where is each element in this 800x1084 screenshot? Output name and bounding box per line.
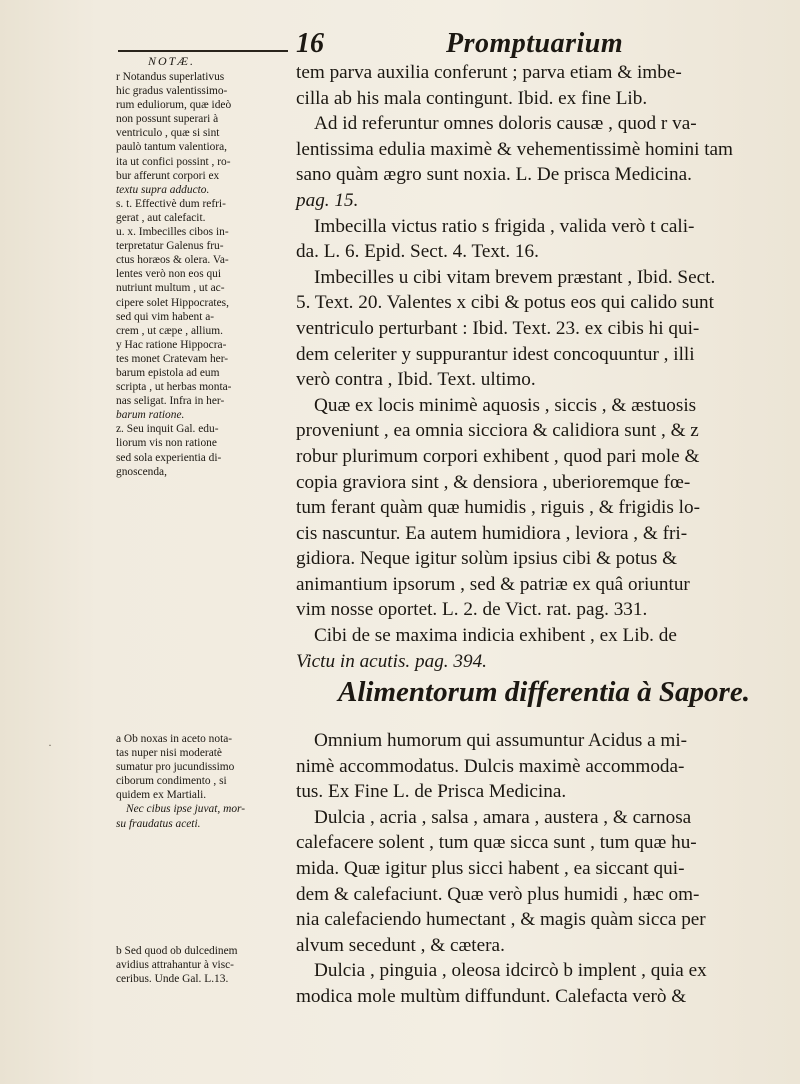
text-line: vim nosse oportet. L. 2. de Vict. rat. pag. 331. — [296, 599, 648, 621]
marginal-notes-top — [116, 70, 292, 479]
note-line: tas nuper nisi moderatè — [116, 747, 222, 760]
note-line: gnoscenda, — [116, 465, 167, 478]
text-line: Victu in acutis. pag. 394. — [296, 650, 487, 672]
text-line: Imbecilla victus ratio s frigida , valida verò t cali- — [314, 215, 695, 237]
note-line: z. Seu inquit Gal. edu- — [116, 423, 219, 436]
note-line: ctus horæos & olera. Va- — [116, 254, 229, 267]
margin-mark: · — [48, 738, 52, 752]
note-line: nutriunt multum , ut ac- — [116, 282, 225, 295]
note-line: sumatur pro jucundissimo — [116, 761, 235, 774]
text-line: copia graviora sint , & densiora , uberioremque fœ- — [296, 471, 691, 493]
note-line: bur afferunt corpori ex — [116, 169, 220, 182]
note-line: liorum vis non ratione — [116, 437, 217, 450]
note-line: paulò tantum valentiora, — [116, 141, 228, 154]
note-line: gerat , aut calefacit. — [116, 211, 206, 224]
note-line: r Notandus superlativus — [116, 71, 225, 83]
note-line: y Hac ratione Hippocra- — [116, 338, 227, 351]
note-line: scripta , ut herbas monta- — [116, 381, 232, 394]
note-line: lentes verò non eos qui — [116, 268, 222, 281]
note-line: su fraudatus aceti. — [116, 817, 201, 830]
text-line: mida. Quæ igitur plus sicci habent , ea siccant qui- — [296, 857, 685, 879]
note-line: barum ratione. — [116, 409, 185, 422]
text-line: robur plurimum corpori exhibent , quod pari mole & — [296, 445, 700, 467]
note-line: crem , ut cæpe , allium. — [116, 324, 223, 337]
text-line: gidiora. Neque igitur solùm ipsius cibi & potus & — [296, 548, 678, 570]
note-line: quidem ex Martiali. — [116, 789, 207, 802]
text-line: Dulcia , acria , salsa , amara , austera , & carnosa — [314, 806, 692, 828]
note-line: ventriculo , quæ si sint — [116, 127, 220, 140]
note-line: nas seligat. Infra in her- — [116, 395, 225, 408]
note-line: sed qui vim habent a- — [116, 310, 215, 323]
note-line: cipere solet Hippocrates, — [116, 296, 229, 309]
text-line: Dulcia , pinguia , oleosa idcircò b implent , quia ex — [314, 960, 707, 982]
note-line: ciborum condimento , si — [116, 775, 227, 788]
text-line: lentissima edulia maximè & vehementissimè homini tam — [296, 138, 733, 160]
page-number: 16 — [296, 28, 324, 59]
text-line: da. L. 6. Epid. Sect. 4. Text. 16. — [296, 241, 539, 263]
text-line: Imbecilles u cibi vitam brevem præstant , Ibid. Sect. — [314, 266, 716, 288]
main-text-bottom — [296, 728, 770, 1010]
text-line: alvum secedunt , & cætera. — [296, 934, 505, 956]
note-line: Nec cibus ipse juvat, mor- — [126, 803, 246, 816]
note-line: ita ut confici possint , ro- — [116, 155, 231, 168]
text-line: tum ferant quàm quæ humidis , riguis , & frigidis lo- — [296, 497, 700, 519]
note-line: avidius attrahantur à visc- — [116, 959, 234, 972]
main-text-top — [296, 60, 770, 674]
note-line: tes monet Cratevam her- — [116, 352, 229, 365]
note-line: u. x. Imbecilles cibos in- — [116, 226, 229, 239]
text-line: calefacere solent , tum quæ sicca sunt , tum quæ hu- — [296, 832, 697, 854]
text-line: modica mole multùm diffundunt. Calefacta verò & — [296, 985, 687, 1007]
text-line: ventriculo perturbant : Ibid. Text. 23. ex cibis hi qui- — [296, 317, 700, 339]
text-line: cis nascuntur. Ea autem humidiora , leviora , & fri- — [296, 522, 688, 544]
marginal-notes-middle — [116, 732, 292, 831]
section-heading: Alimentorum differentia à Sapore. — [338, 676, 750, 708]
text-line: tus. Ex Fine L. de Prisca Medicina. — [296, 781, 567, 803]
text-line: proveniunt , ea omnia sicciora & calidiora sunt , & z — [296, 420, 699, 442]
note-line: non possunt superari à — [116, 113, 219, 126]
notes-heading: NOTÆ. — [148, 54, 196, 68]
note-line: barum epistola ad eum — [116, 366, 220, 379]
text-line: dem & calefaciunt. Quæ verò plus humidi , hæc om- — [296, 883, 700, 905]
note-line: sed sola experientia di- — [116, 451, 222, 464]
note-line: textu supra adducto. — [116, 183, 210, 196]
text-line: nia calefaciendo humectant , & magis quàm sicca per — [296, 909, 706, 931]
text-line: Cibi de se maxima indicia exhibent , ex Lib. de — [314, 625, 677, 647]
text-line: nimè accommodatus. Dulcis maximè accommoda- — [296, 755, 685, 777]
text-line: cilla ab his mala contingunt. Ibid. ex fine Lib. — [296, 87, 648, 109]
text-line: verò contra , Ibid. Text. ultimo. — [296, 369, 536, 391]
note-line: hic gradus valentissimo- — [116, 85, 228, 98]
text-line: tem parva auxilia conferunt ; parva etiam & imbe- — [296, 62, 682, 83]
note-line: s. t. Effectivè dum refri- — [116, 197, 226, 210]
text-line: Omnium humorum qui assumuntur Acidus a mi- — [314, 730, 688, 751]
text-line: 5. Text. 20. Valentes x cibi & potus eos qui calido sunt — [296, 292, 714, 314]
note-line: ceribus. Unde Gal. L.13. — [116, 973, 229, 986]
header-rule — [118, 50, 288, 52]
note-line: b Sed quod ob dulcedinem — [116, 945, 238, 957]
text-line: sano quàm ægro sunt noxia. L. De prisca Medicina. — [296, 164, 692, 186]
note-line: rum eduliorum, quæ ideò — [116, 99, 232, 112]
running-title: Promptuarium — [446, 28, 624, 59]
text-line: Quæ ex locis minimè aquosis , siccis , & æstuosis — [314, 394, 697, 416]
marginal-notes-bottom — [116, 944, 292, 986]
note-line: a Ob noxas in aceto nota- — [116, 733, 233, 745]
text-line: pag. 15. — [296, 189, 359, 211]
note-line: terpretatur Galenus fru- — [116, 240, 224, 253]
text-line: animantium ipsorum , sed & patriæ ex quâ oriuntur — [296, 573, 690, 595]
text-line: dem celeriter y suppurantur idest concoquuntur , illi — [296, 343, 695, 365]
text-line: Ad id referuntur omnes doloris causæ , quod r va- — [314, 113, 697, 135]
